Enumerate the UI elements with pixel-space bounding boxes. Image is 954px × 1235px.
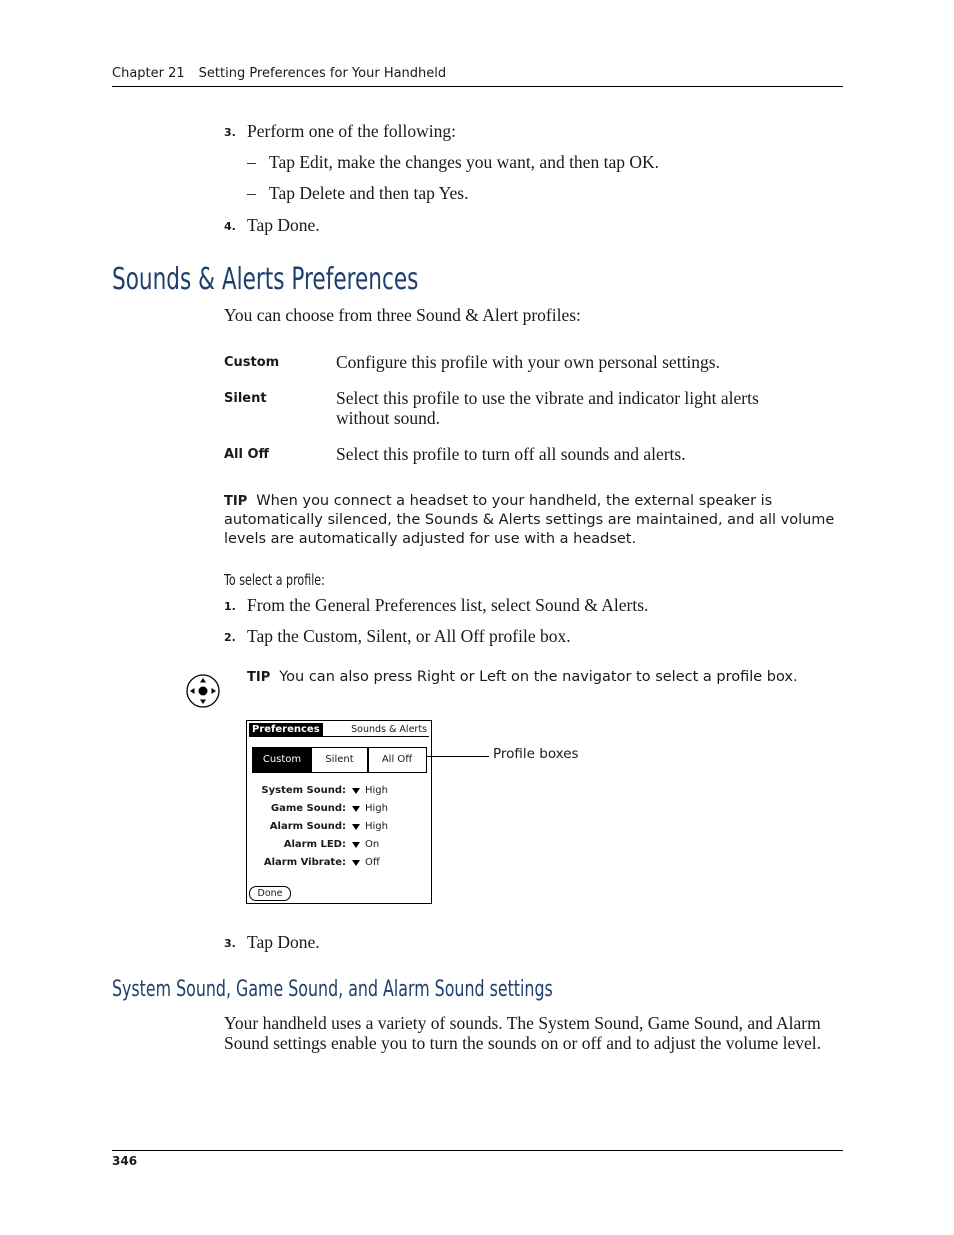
- setting-row[interactable]: [247, 784, 431, 798]
- setting-label: Alarm Sound:: [269, 821, 346, 832]
- step-number: 3.: [224, 937, 236, 950]
- setting-value[interactable]: High: [365, 821, 388, 832]
- subsection-body: Your handheld uses a variety of sounds. The System Sound, Game Sound, and Alarm Sound settings enable you to turn the sounds on or off and to adjust the volume level.: [224, 1013, 822, 1053]
- step-number: 3.: [224, 126, 236, 139]
- setting-row[interactable]: [247, 802, 431, 816]
- step-text: Perform one of the following:: [247, 121, 456, 141]
- profile-desc-silent: Select this profile to use the vibrate and indicator light alerts without sound.: [336, 388, 759, 428]
- setting-row[interactable]: [247, 820, 431, 834]
- section-heading: Sounds & Alerts Preferences: [112, 262, 419, 297]
- profile-box-all-off[interactable]: All Off: [367, 747, 427, 773]
- done-button[interactable]: Done: [249, 886, 291, 901]
- profile-desc-all-off: Select this profile to turn off all sounds and alerts.: [336, 444, 686, 464]
- profile-desc-custom: Configure this profile with your own personal settings.: [336, 352, 720, 372]
- header-rule: [112, 86, 843, 87]
- callout-line: [427, 756, 489, 757]
- dropdown-arrow-icon[interactable]: [352, 788, 360, 794]
- dropdown-arrow-icon[interactable]: [352, 860, 360, 866]
- footer-rule: [112, 1150, 843, 1151]
- dropdown-arrow-icon[interactable]: [352, 824, 360, 830]
- bullet-text: Tap Edit, make the changes you want, and then tap OK.: [269, 152, 659, 172]
- tip-text: You can also press Right or Left on the navigator to select a profile box.: [279, 669, 798, 685]
- profile-box-custom[interactable]: Custom: [252, 747, 312, 773]
- page-number: 346: [112, 1154, 138, 1168]
- setting-row[interactable]: [247, 856, 431, 870]
- navigator-icon: [185, 673, 221, 709]
- setting-label: Alarm LED:: [283, 839, 346, 850]
- profile-term-silent: Silent: [224, 391, 267, 406]
- dropdown-arrow-icon[interactable]: [352, 806, 360, 812]
- setting-value[interactable]: High: [365, 785, 388, 796]
- profile-box-silent[interactable]: Silent: [310, 747, 369, 773]
- step-text: From the General Preferences list, select Sound & Alerts.: [247, 595, 649, 615]
- section-intro: You can choose from three Sound & Alert profiles:: [224, 305, 581, 325]
- tip-text: When you connect a headset to your handheld, the external speaker is automatically silenced, the Sounds & Alerts settings are maintained, and all volume levels are automatically adjusted for use with a headset.: [224, 493, 835, 547]
- profile-term-all-off: All Off: [224, 447, 270, 462]
- subsection-heading: System Sound, Game Sound, and Alarm Sound settings: [112, 977, 553, 1002]
- setting-label: Game Sound:: [270, 803, 346, 814]
- bullet-text: Tap Delete and then tap Yes.: [269, 183, 469, 203]
- handheld-screen: [246, 720, 432, 904]
- tip-label: TIP: [224, 494, 248, 509]
- procedure-heading: To select a profile:: [224, 571, 325, 589]
- title-underline: [249, 736, 429, 737]
- setting-row[interactable]: [247, 838, 431, 852]
- tip-label: TIP: [247, 670, 271, 685]
- screen-title: Preferences: [249, 723, 323, 736]
- profile-term-custom: Custom: [224, 355, 280, 370]
- setting-value[interactable]: On: [365, 839, 380, 850]
- tip-note: [224, 492, 843, 549]
- step-text: Tap Done.: [247, 932, 320, 952]
- tip-note: [247, 668, 843, 687]
- bullet-dash: –: [247, 183, 256, 203]
- step-text: Tap the Custom, Silent, or All Off profile box.: [247, 626, 571, 646]
- setting-label: Alarm Vibrate:: [263, 857, 346, 868]
- chapter-label: Chapter 21: [112, 66, 185, 81]
- setting-value[interactable]: Off: [365, 857, 380, 868]
- step-text: Tap Done.: [247, 215, 320, 235]
- setting-value[interactable]: High: [365, 803, 388, 814]
- screen-panel-picker[interactable]: Sounds & Alerts: [351, 724, 427, 735]
- callout-label: Profile boxes: [493, 746, 579, 762]
- step-number: 1.: [224, 600, 236, 613]
- chapter-title: Setting Preferences for Your Handheld: [198, 66, 447, 81]
- setting-label: System Sound:: [261, 785, 346, 796]
- step-number: 2.: [224, 631, 236, 644]
- running-head: [112, 66, 446, 81]
- bullet-dash: –: [247, 152, 256, 172]
- dropdown-arrow-icon[interactable]: [352, 842, 360, 848]
- step-number: 4.: [224, 220, 236, 233]
